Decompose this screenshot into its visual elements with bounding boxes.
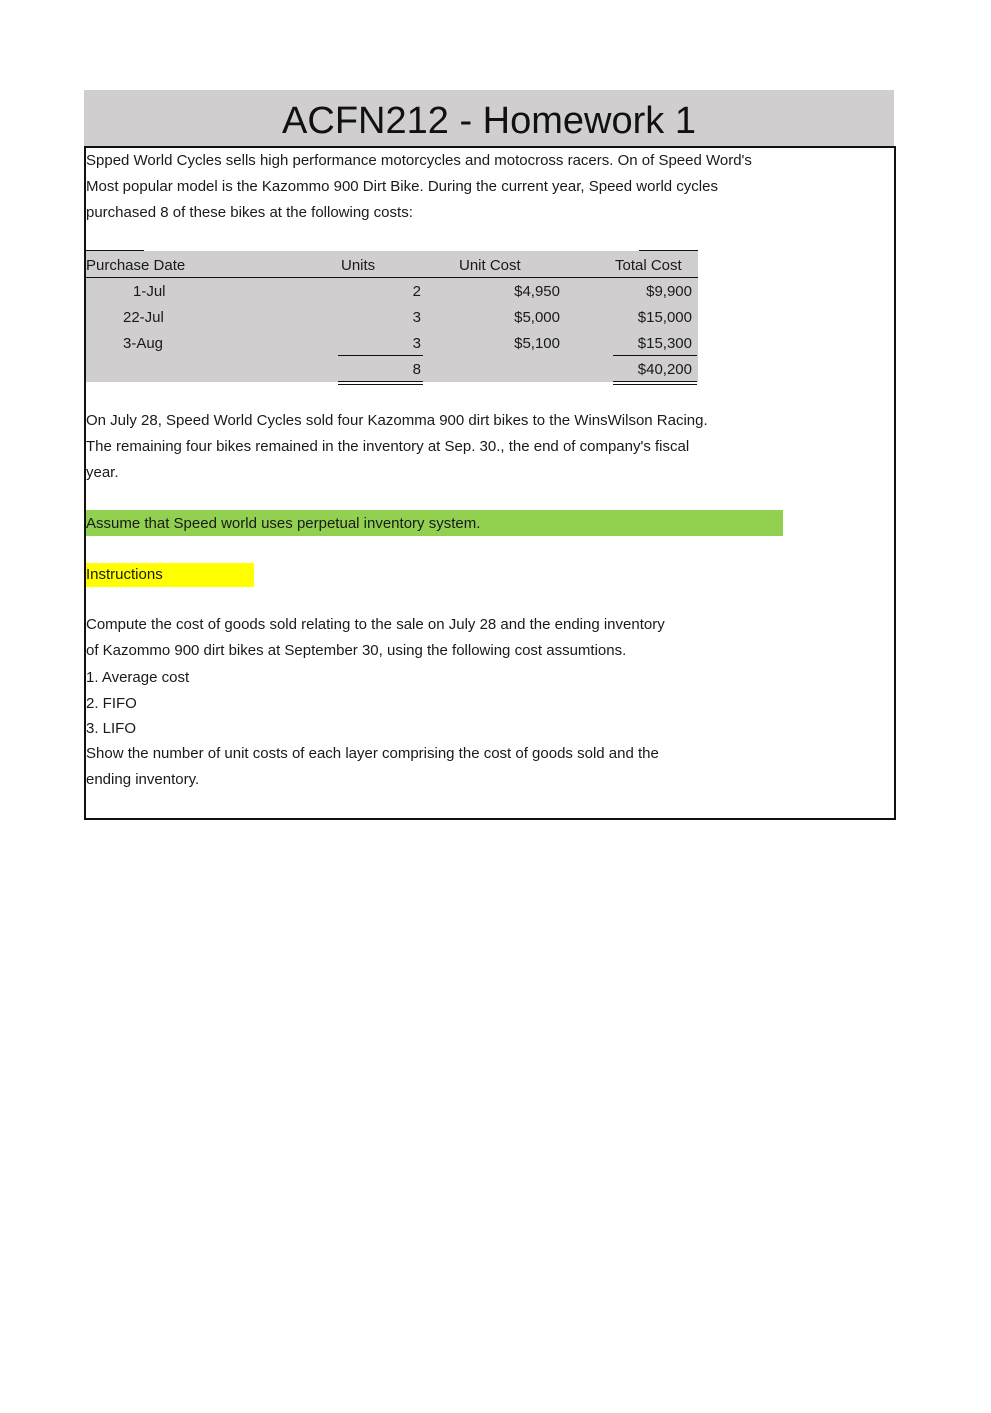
page-title: ACFN212 - Homework 1 [282,100,696,142]
instructions-label: Instructions [86,566,163,583]
instruction-item-fifo: 2. FIFO [86,695,137,712]
table-top-rule-left [86,250,144,251]
sale-line-3: year. [86,464,119,481]
header-purchase-date: Purchase Date [86,257,186,274]
cost-double-rule-1 [613,381,697,382]
units-double-rule-2 [338,384,423,385]
row-2-date: 22-Jul [123,309,164,326]
instruction-line-7: ending inventory. [86,771,200,788]
row-2-unit-cost: $5,000 [514,309,560,326]
cost-sum-rule [613,355,697,356]
content-frame [84,146,896,820]
table-header-rule [86,277,698,278]
row-3-date: 3-Aug [123,335,164,352]
total-units: 8 [412,361,421,378]
cost-double-rule-2 [613,384,697,385]
assumption-text: Assume that Speed world uses perpetual inventory system. [86,515,481,532]
instruction-item-average: 1. Average cost [86,669,190,686]
instruction-item-lifo: 3. LIFO [86,720,137,737]
sale-line-1: On July 28, Speed World Cycles sold four Kazomma 900 dirt bikes to the WinsWilson Racing. [86,412,708,429]
header-unit-cost: Unit Cost [459,257,521,274]
total-cost: $40,200 [637,361,692,378]
units-double-rule-1 [338,381,423,382]
row-3-total: $15,300 [637,335,692,352]
table-top-rule-right [639,250,698,251]
intro-line-3: purchased 8 of these bikes at the following costs: [86,204,413,221]
row-2-total: $15,000 [637,309,692,326]
row-1-total: $9,900 [646,283,692,300]
instruction-line-2: of Kazommo 900 dirt bikes at September 30, using the following cost assumtions. [86,642,627,659]
row-2-units: 3 [412,309,421,326]
header-total-cost: Total Cost [615,257,682,274]
sale-line-2: The remaining four bikes remained in the inventory at Sep. 30., the end of company's fiscal [86,438,690,455]
intro-line-2: Most popular model is the Kazommo 900 Dirt Bike. During the current year, Speed world cycles [86,178,718,195]
row-3-units: 3 [412,335,421,352]
row-1-unit-cost: $4,950 [514,283,560,300]
row-3-unit-cost: $5,100 [514,335,560,352]
instruction-line-6: Show the number of unit costs of each layer comprising the cost of goods sold and the [86,745,659,762]
units-sum-rule [338,355,423,356]
instruction-line-1: Compute the cost of goods sold relating to the sale on July 28 and the ending inventory [86,616,665,633]
row-1-units: 2 [412,283,421,300]
title-band [84,90,894,146]
intro-line-1: Spped World Cycles sells high performance motorcycles and motocross racers. On of Speed Word's [86,152,752,169]
row-1-date: 1-Jul [133,283,166,300]
header-units: Units [341,257,376,274]
